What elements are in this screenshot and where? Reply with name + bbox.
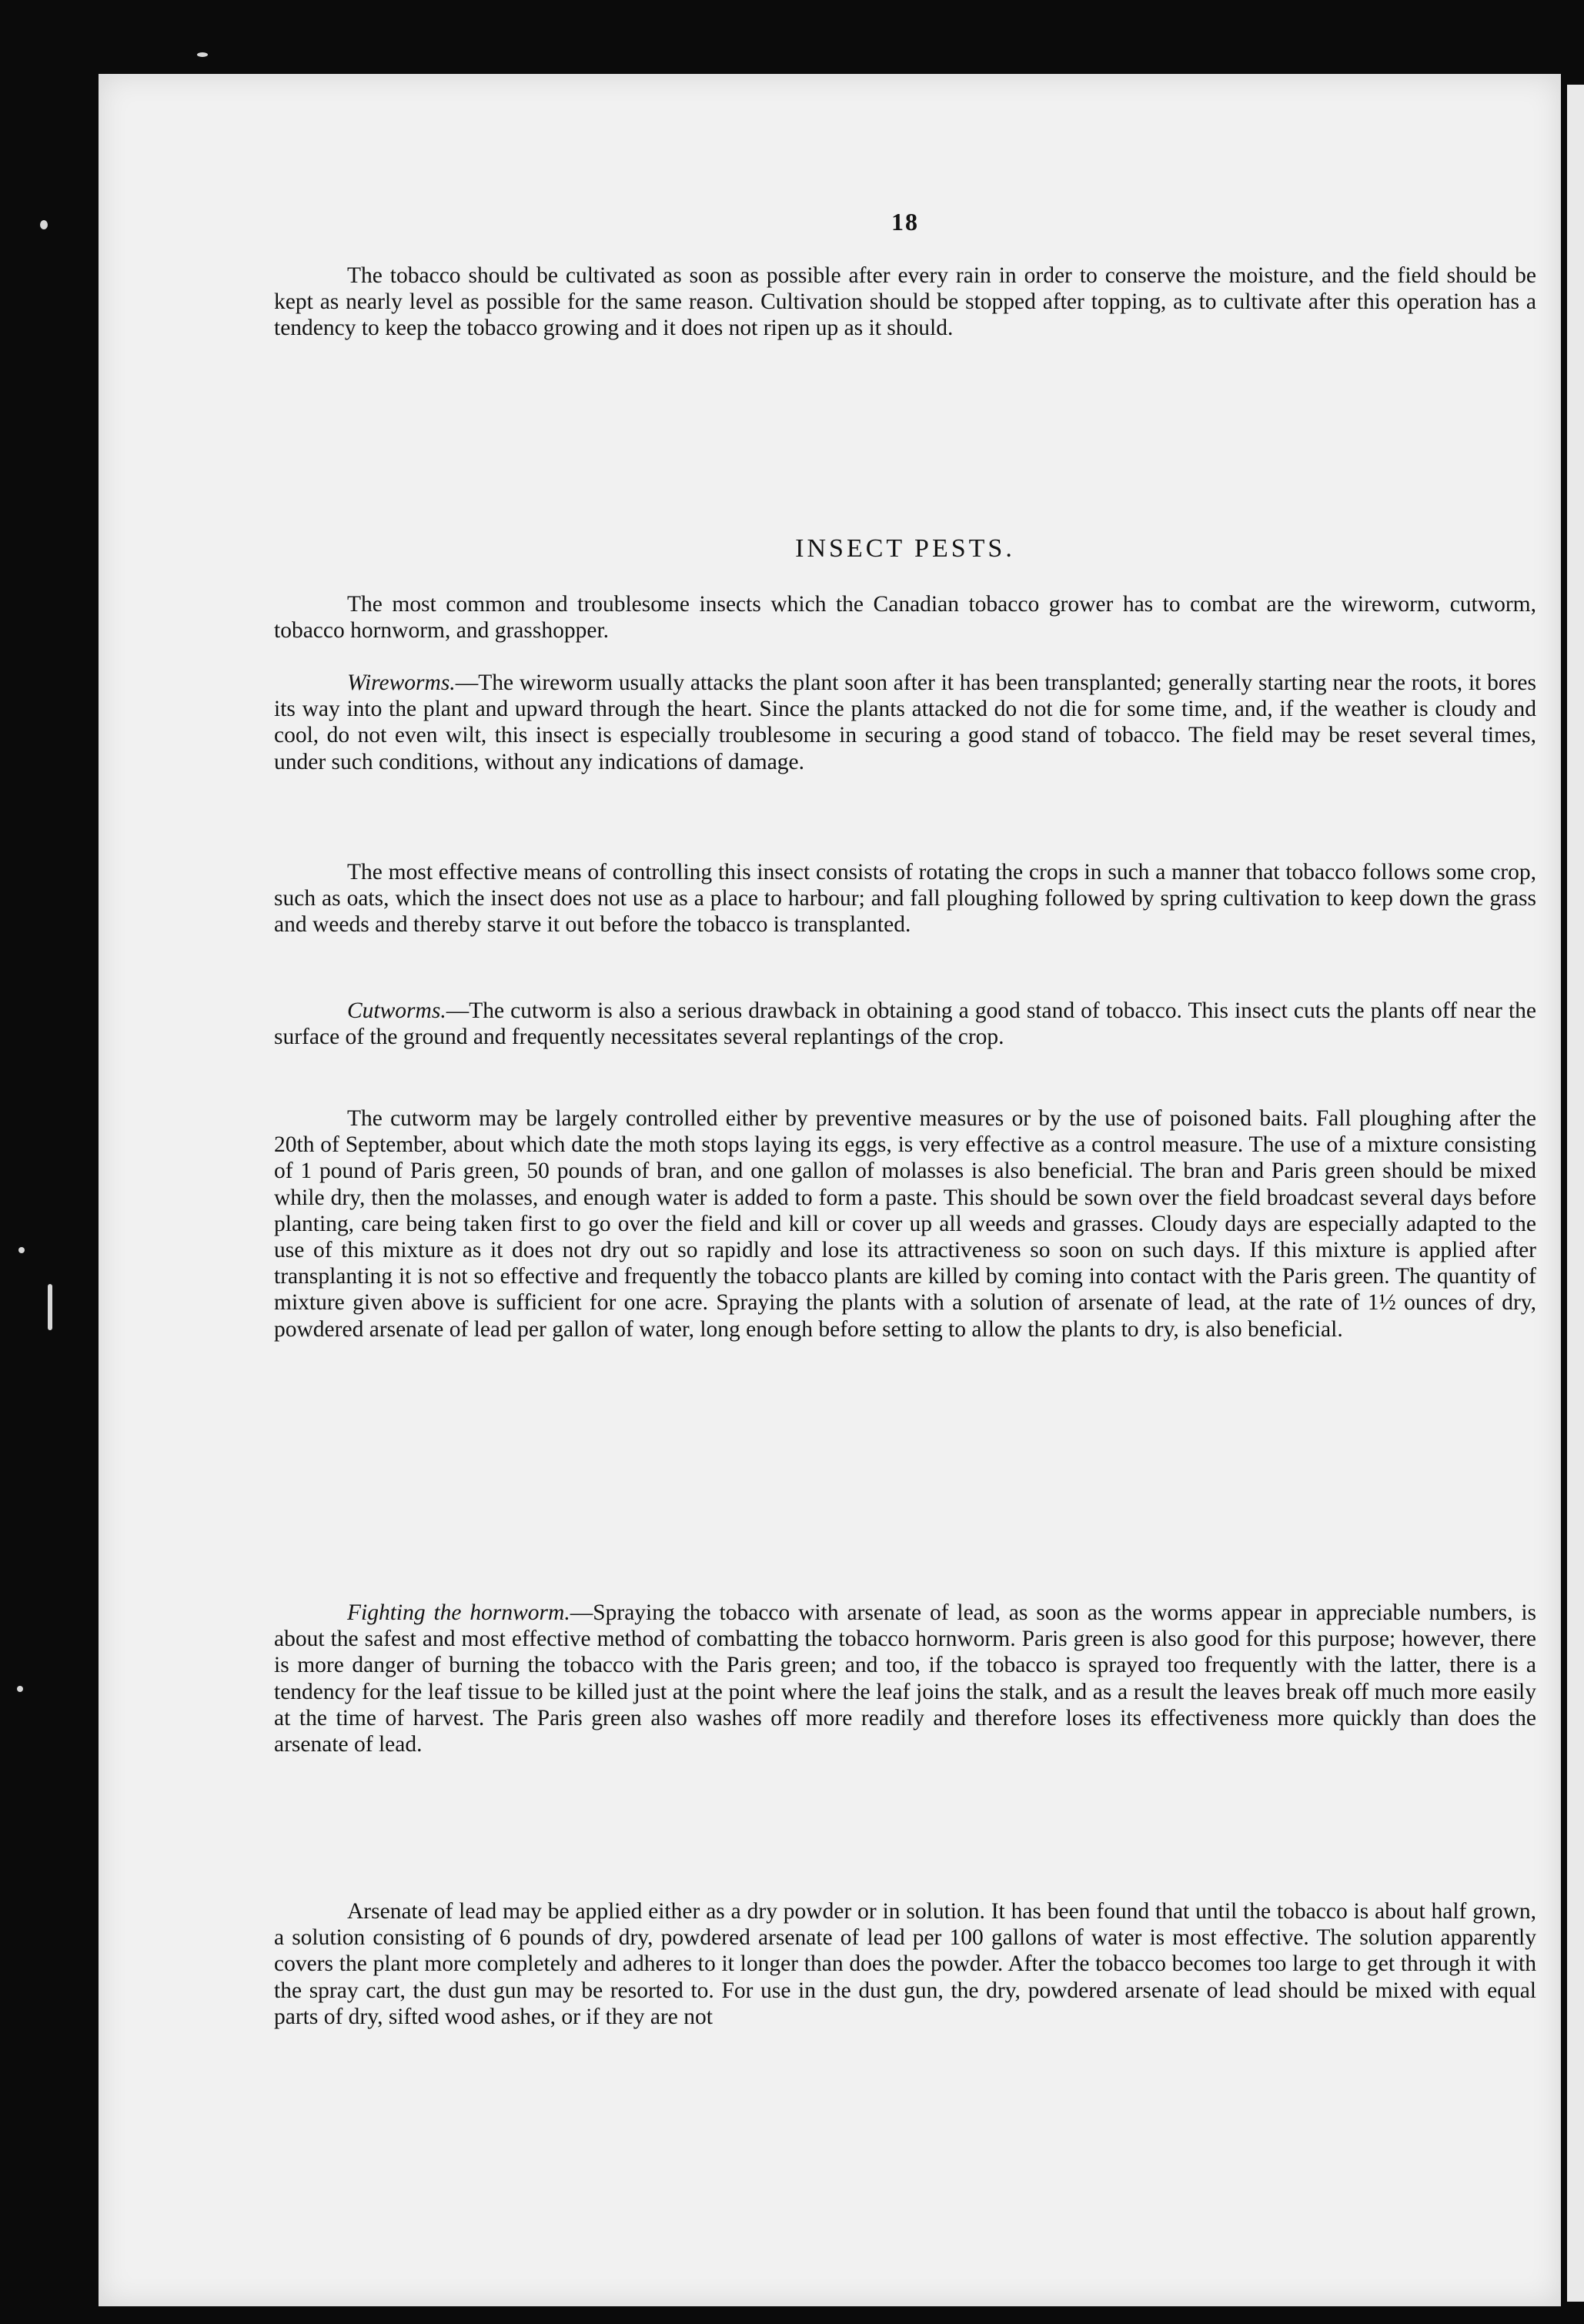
scan-speck: [18, 1247, 25, 1253]
page-number: 18: [891, 208, 919, 236]
adjacent-page-edge: [1567, 85, 1584, 2302]
paragraph-insects-intro: [274, 591, 1536, 644]
paragraph-wireworms: [274, 670, 1536, 775]
paragraph-arsenate: [274, 1898, 1536, 2030]
paragraph-lead: Wireworms.: [347, 670, 456, 695]
paragraph-text: The most common and troublesome insects which the Canadian tobacco grower has to combat are the wireworm, cutworm, tobacco hornworm, and grasshopper.: [274, 592, 1536, 644]
paragraph-text: —The wireworm usually attacks the plant soon after it has been transplanted; generally starting near the roots, it bores its way into the plant and upward through the heart. Since the plants attacked do not die for some time, and, if the weather is cloudy and cool, do not even wilt, this insect is especially troublesome in securing a good stand of tobacco. The field may be reset several times, under such conditions, without any indications of damage.: [274, 670, 1536, 774]
scan-speck: [40, 220, 48, 229]
scan-speck: [197, 52, 208, 57]
paragraph-cutworm-control: [274, 1105, 1536, 1343]
paragraph-hornworm: [274, 1600, 1536, 1757]
paragraph-lead: Fighting the hornworm.: [347, 1600, 570, 1625]
paragraph-text: —Spraying the tobacco with arsenate of lead, as soon as the worms appear in appreciable numbers, is about the safest and most effective method of combatting the tobacco hornworm. Paris green is also good for this purpose; however, there is more danger of burning the tobacco with the Paris green; and too, if the tobacco is sprayed too frequently with the latter, there is a tendency for the leaf tissue to be killed just at the point where the leaf joins the stalk, and as a result the leaves break off much more easily at the time of harvest. The Paris green also washes off more readily and therefore loses its effectiveness more quickly than does the arsenate of lead.: [274, 1600, 1536, 1757]
paragraph-text: The most effective means of controlling this insect consists of rotating the crops in such a manner that tobacco follows some crop, such as oats, which the insect does not use as a place to harbour; and fall ploughing followed by spring cultivation to keep down the grass and weeds and thereby starve it out before the tobacco is transplanted.: [274, 860, 1536, 938]
paragraph-text: Arsenate of lead may be applied either as a dry powder or in solution. It has been found that until the tobacco is about half grown, a solution consisting of 6 pounds of dry, powdered arsenate of lead per 100 gallons of water is most effective. The solution apparently covers the plant more completely and adheres to it longer than does the powder. After the tobacco becomes too large to get through it with the spray cart, the dust gun may be resorted to. For use in the dust gun, the dry, powdered arsenate of lead should be mixed with equal parts of dry, sifted wood ashes, or if they are not: [274, 1899, 1536, 2029]
paragraph-cultivation: [274, 262, 1536, 342]
scan-speck: [48, 1284, 52, 1330]
paragraph-text: The cutworm may be largely controlled either by preventive measures or by the use of poisoned baits. Fall ploughing after the 20th of September, about which date the moth stops laying its eggs, is very effective as a control measure. The use of a mixture consisting of 1 pound of Paris green, 50 pounds of bran, and one gallon of molasses is also beneficial. The bran and Paris green should be mixed while dry, then the molasses, and enough water is added to form a paste. This should be sown over the field broadcast several days before planting, care being taken first to go over the field and kill or cover up all weeds and grasses. Cloudy days are especially adapted to the use of this mixture as it does not dry out so rapidly and lose its attractiveness so soon on such days. If this mixture is applied after transplanting it is not so effective and frequently the tobacco plants are killed by coming into contact with the Paris green. The quantity of mixture given above is sufficient for one acre. Spraying the plants with a solution of arsenate of lead, at the rate of 1½ ounces of dry, powdered arsenate of lead per gallon of water, long enough before setting to allow the plants to dry, is also beneficial.: [274, 1106, 1536, 1342]
paragraph-text: —The cutworm is also a serious drawback in obtaining a good stand of tobacco. This insect cuts the plants off near the surface of the ground and frequently necessitates several replantings of the crop.: [274, 998, 1536, 1050]
paragraph-cutworms: [274, 998, 1536, 1050]
scan-speck: [17, 1686, 23, 1692]
paragraph-wireworm-control: [274, 859, 1536, 938]
paragraph-text: The tobacco should be cultivated as soon as possible after every rain in order to conserve the moisture, and the field should be kept as nearly level as possible for the same reason. Cultivation should be stopped after topping, as to cultivate after this operation has a tendency to keep the tobacco growing and it does not ripen up as it should.: [274, 263, 1536, 341]
section-heading: INSECT PESTS.: [795, 534, 1015, 563]
document-page: [99, 74, 1561, 2306]
paragraph-lead: Cutworms.: [347, 998, 446, 1023]
